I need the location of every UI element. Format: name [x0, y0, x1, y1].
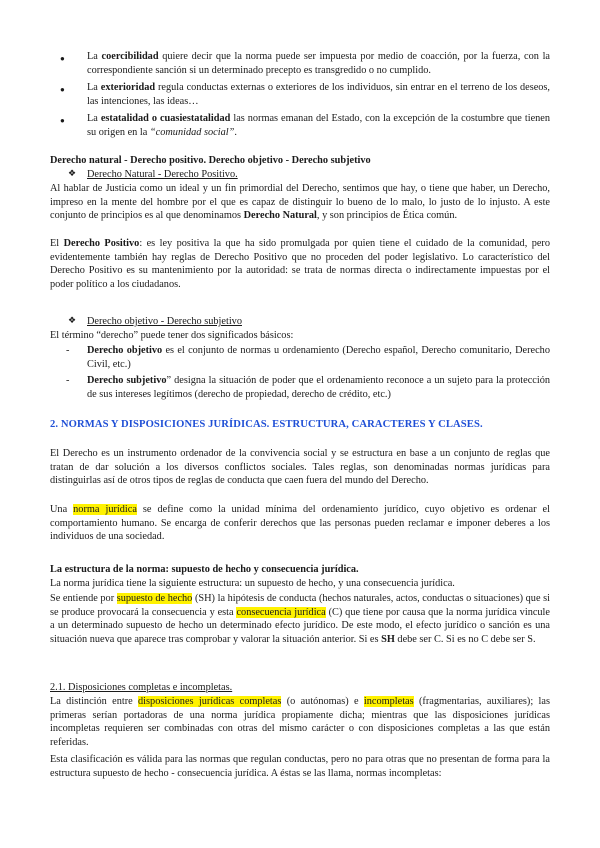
section-heading-derecho: Derecho natural - Derecho positivo. Derecho objetivo - Derecho subjetivo [50, 155, 371, 166]
dash-item-objetivo: Derecho objetivo es el conjunto de normas u ordenamiento (Derecho español, Derecho comunitario, Derecho Civil, etc.) [87, 345, 550, 370]
paragraph-estructura: La norma jurídica tiene la siguiente estructura: un supuesto de hecho, y una consecuencia jurídica. [50, 578, 455, 589]
bullet-coercibilidad: La coercibilidad quiere decir que la norma puede ser impuesta por medio de coacción, por la fuerza, con la correspondiente sanción si un determinado precepto es transgredido o no cumplido. [87, 51, 550, 76]
bullet-dot-icon: ● [60, 85, 65, 94]
dash-marker: - [66, 345, 70, 356]
diamond-bullet-icon: ❖ [68, 168, 77, 178]
subheading-objetivo-subjetivo: Derecho objetivo - Derecho subjetivo [87, 316, 242, 327]
diamond-bullet-icon: ❖ [68, 315, 77, 325]
paragraph-disposiciones: La distinción entre disposiciones jurídicas completas (o autónomas) e incompletas (fragmentarias, auxiliares); las primeras serían portadoras de una norma jurídica propiamente dicha; mientras que las disposiciones jurídicas incompletas requieren ser combinadas con otras del mismo carácter o con disposiciones completas a las que están referidas. [50, 696, 550, 748]
paragraph-derecho-positivo: El Derecho Positivo: es ley positiva la que ha sido promulgada por quien tiene el cuidado de la comunidad, pero evidentemente también hay reglas de Derecho Positivo que no proceden del poder legislativo. Lo característico del Derecho Positivo es su mantenimiento por la autoridad: se trata de normas directa o indirectamente impuestas por el poder político a los ciudadanos. [50, 238, 550, 290]
paragraph-clasificacion: Esta clasificación es válida para las normas que regulan conductas, pero no para otras que no presentan de forma para la estructura supuesto de hecho - consecuencia jurídica. A éstas se las llama, normas incompletas: [50, 754, 550, 779]
paragraph-norma-juridica: Una norma jurídica se define como la unidad mínima del ordenamiento jurídico, cuyo objetivo es ordenar el comportamiento humano. Se encarga de conferir derechos que las personas pueden reclamar e imponer deberes a los individuos de una sociedad. [50, 504, 550, 543]
bullet-estatalidad: La estatalidad o cuasiestatalidad las normas emanan del Estado, con la excepción de la costumbre que tienen su origen en la “comunidad social”. [87, 113, 551, 138]
paragraph-termino-derecho: El término “derecho” puede tener dos significados básicos: [50, 330, 294, 341]
subheading-natural-positivo: Derecho Natural - Derecho Positivo. [87, 169, 238, 180]
heading-estructura-norma: La estructura de la norma: supuesto de hecho y consecuencia jurídica. [50, 564, 359, 575]
paragraph-derecho-instrumento: El Derecho es un instrumento ordenador de la convivencia social y se estructura en base a un conjunto de reglas que tratan de dar solución a los diversos conflictos sociales. Tales reglas, son denominadas normas jurídicas para distinguirlas así de otros tipos de reglas de conducta que caen fuera del mundo del Derecho. [50, 448, 550, 487]
section-heading-normas: 2. NORMAS Y DISPOSICIONES JURÍDICAS. ESTRUCTURA, CARACTERES Y CLASES. [50, 419, 483, 430]
dash-item-subjetivo: Derecho subjetivo” designa la situación de poder que el ordenamiento reconoce a un sujeto para la protección de sus intereses legítimos (derecho de propiedad, derecho de crédito, etc.) [87, 375, 550, 400]
dash-marker: - [66, 375, 70, 386]
bullet-dot-icon: ● [60, 54, 65, 63]
bullet-dot-icon: ● [60, 116, 65, 125]
paragraph-derecho-natural: Al hablar de Justicia como un ideal y un fin primordial del Derecho, sentimos que hay, o tiene que haber, un Derecho, impreso en la mente del hombre por el que es capaz de distinguir lo bueno de lo malo, lo justo de lo injusto. A este conjunto de principios es al que denominamos Derecho Natural, y son principios de Ética común. [50, 183, 550, 222]
paragraph-supuesto-hecho: Se entiende por supuesto de hecho (SH) la hipótesis de conducta (hechos naturales, actos, conductas o situaciones) que si se produce provocará la consecuencia y esta consecuencia jurídica (C) que tiene por causa que la norma jurídica vincule a un determinado supuesto de hecho un determinado efecto jurídico. De este modo, el efecto jurídico o sanción es una situación nueva que aparece tras comprobar y valorar la situación anterior. Si es SH debe ser C. Si es no C debe ser S. [50, 593, 550, 645]
bullet-exterioridad: La exterioridad regula conductas externas o exteriores de los individuos, sin entrar en el terreno de los deseos, las intenciones, las ideas… [87, 82, 551, 107]
subheading-disposiciones: 2.1. Disposiciones completas e incompletas. [50, 682, 233, 693]
